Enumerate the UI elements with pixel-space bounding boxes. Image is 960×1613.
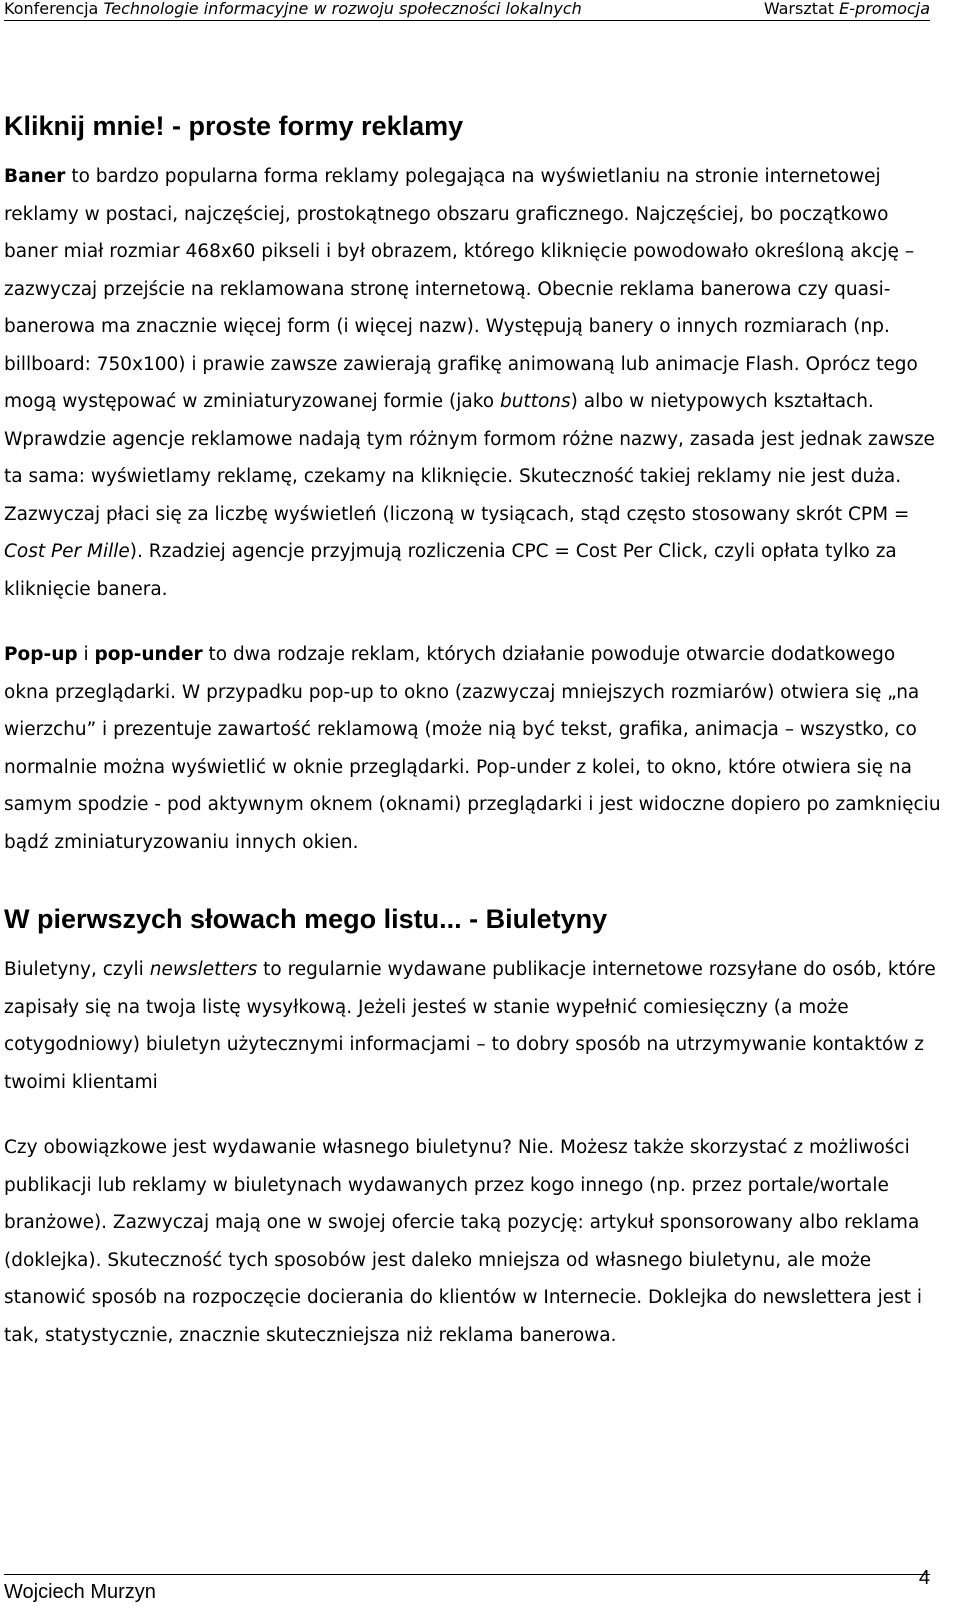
header-conference-prefix: Konferencja [4,0,104,18]
page-header [4,0,930,21]
paragraph-popup: Pop-up i pop-under to dwa rodzaje reklam, których działanie powoduje otwarcie dodatkowego okna przeglądarki. W przypadku pop-up to okno (zazwyczaj mniejszych rozmiarów) otwiera się „na wierzchu” i prezentuje zawartość reklamową (może nią być tekst, grafika, animacja – wszystko, co normalnie można wyświetlić w oknie przeglądarki. Pop-under z kolei, to okno, które otwiera się na samym spodzie - pod aktywnym oknem (oknami) przeglądarki i jest widoczne dopiero po zamknięciu bądź zminiaturyzowaniu innych okien. [4,644,941,853]
section-title-banners: Kliknij mnie! - proste formy reklamy [4,111,464,141]
paragraph-newsletters: Biuletyny, czyli newsletters to regularnie wydawane publikacje internetowe rozsyłane do osób, które zapisały się na twoja listę wysyłkową. Jeżeli jesteś w stanie wypełnić comiesięczny (a może cotygodniowy) biuletyn użytecznymi informacjami – to dobry sposób na utrzymywanie kontaktów z twoimi klientami [4,959,936,1093]
term-buttons: buttons [499,391,571,412]
section-title-newsletters: W pierwszych słowach mego listu... - Biuletyny [4,904,608,934]
header-conference [4,0,582,18]
term-banner: Baner [4,166,66,187]
paragraph-banner: Baner to bardzo popularna forma reklamy polegająca na wyświetlaniu na stronie internetowej reklamy w postaci, najczęściej, prostokątnego obszaru graficznego. Najczęściej, bo początkowo baner miał rozmiar 468x60 pikseli i był obrazem, którego kliknięcie powodowało określoną akcję – zazwyczaj przejście na reklamowana stronę internetową. Obecnie reklama banerowa czy quasi-banerowa ma znacznie więcej form (i więcej nazw). Występują banery o innych rozmiarach (np. billboard: 750x100) i prawie zawsze zawierają grafikę animowaną lub animacje Flash. Oprócz tego mogą występować w zminiaturyzowanej formie (jako buttons) albo w nietypowych kształtach. Wprawdzie agencje reklamowe nadają tym różnym formom różne nazwy, zasada jest jednak zawsze ta sama: wyświetlamy reklamę, czekamy na kliknięcie. Skuteczność takiej reklamy nie jest duża. Zazwyczaj płaci się za liczbę wyświetleń (liczoną w tysiącach, stąd często stosowany skrót CPM = Cost Per Mille). Rzadziej agencje przyjmują rozliczenia CPC = Cost Per Click, czyli opłata tylko za kliknięcie banera. [4,166,935,600]
page-number: 4 [918,1567,930,1589]
header-workshop [764,0,930,18]
header-workshop-prefix: Warsztat [763,0,840,18]
term-newsletters: newsletters [149,959,258,980]
term-cost-per-mille: Cost Per Mille [4,541,130,562]
document-body [4,100,944,1354]
header-workshop-title: E-promocja [839,0,930,18]
term-popunder: pop-under [94,644,203,665]
term-popup: Pop-up [4,644,78,665]
footer-author: Wojciech Murzyn [4,1581,156,1603]
page-footer [4,1567,930,1613]
paragraph-own-newsletter: Czy obowiązkowe jest wydawanie własnego biuletynu? Nie. Możesz także skorzystać z możliwości publikacji lub reklamy w biuletynach wydawanych przez kogo innego (np. przez portale/wortale branżowe). Zazwyczaj mają one w swojej ofercie taką pozycję: artykuł sponsorowany albo reklama (doklejka). Skuteczność tych sposobów jest daleko mniejsza od własnego biuletynu, ale może stanowić sposób na rozpoczęcie docierania do klientów w Internecie. Doklejka do newslettera jest i tak, statystycznie, znacznie skuteczniejsza niż reklama banerowa. [4,1137,923,1346]
header-conference-title: Technologie informacyjne w rozwoju społeczności lokalnych [103,0,582,18]
